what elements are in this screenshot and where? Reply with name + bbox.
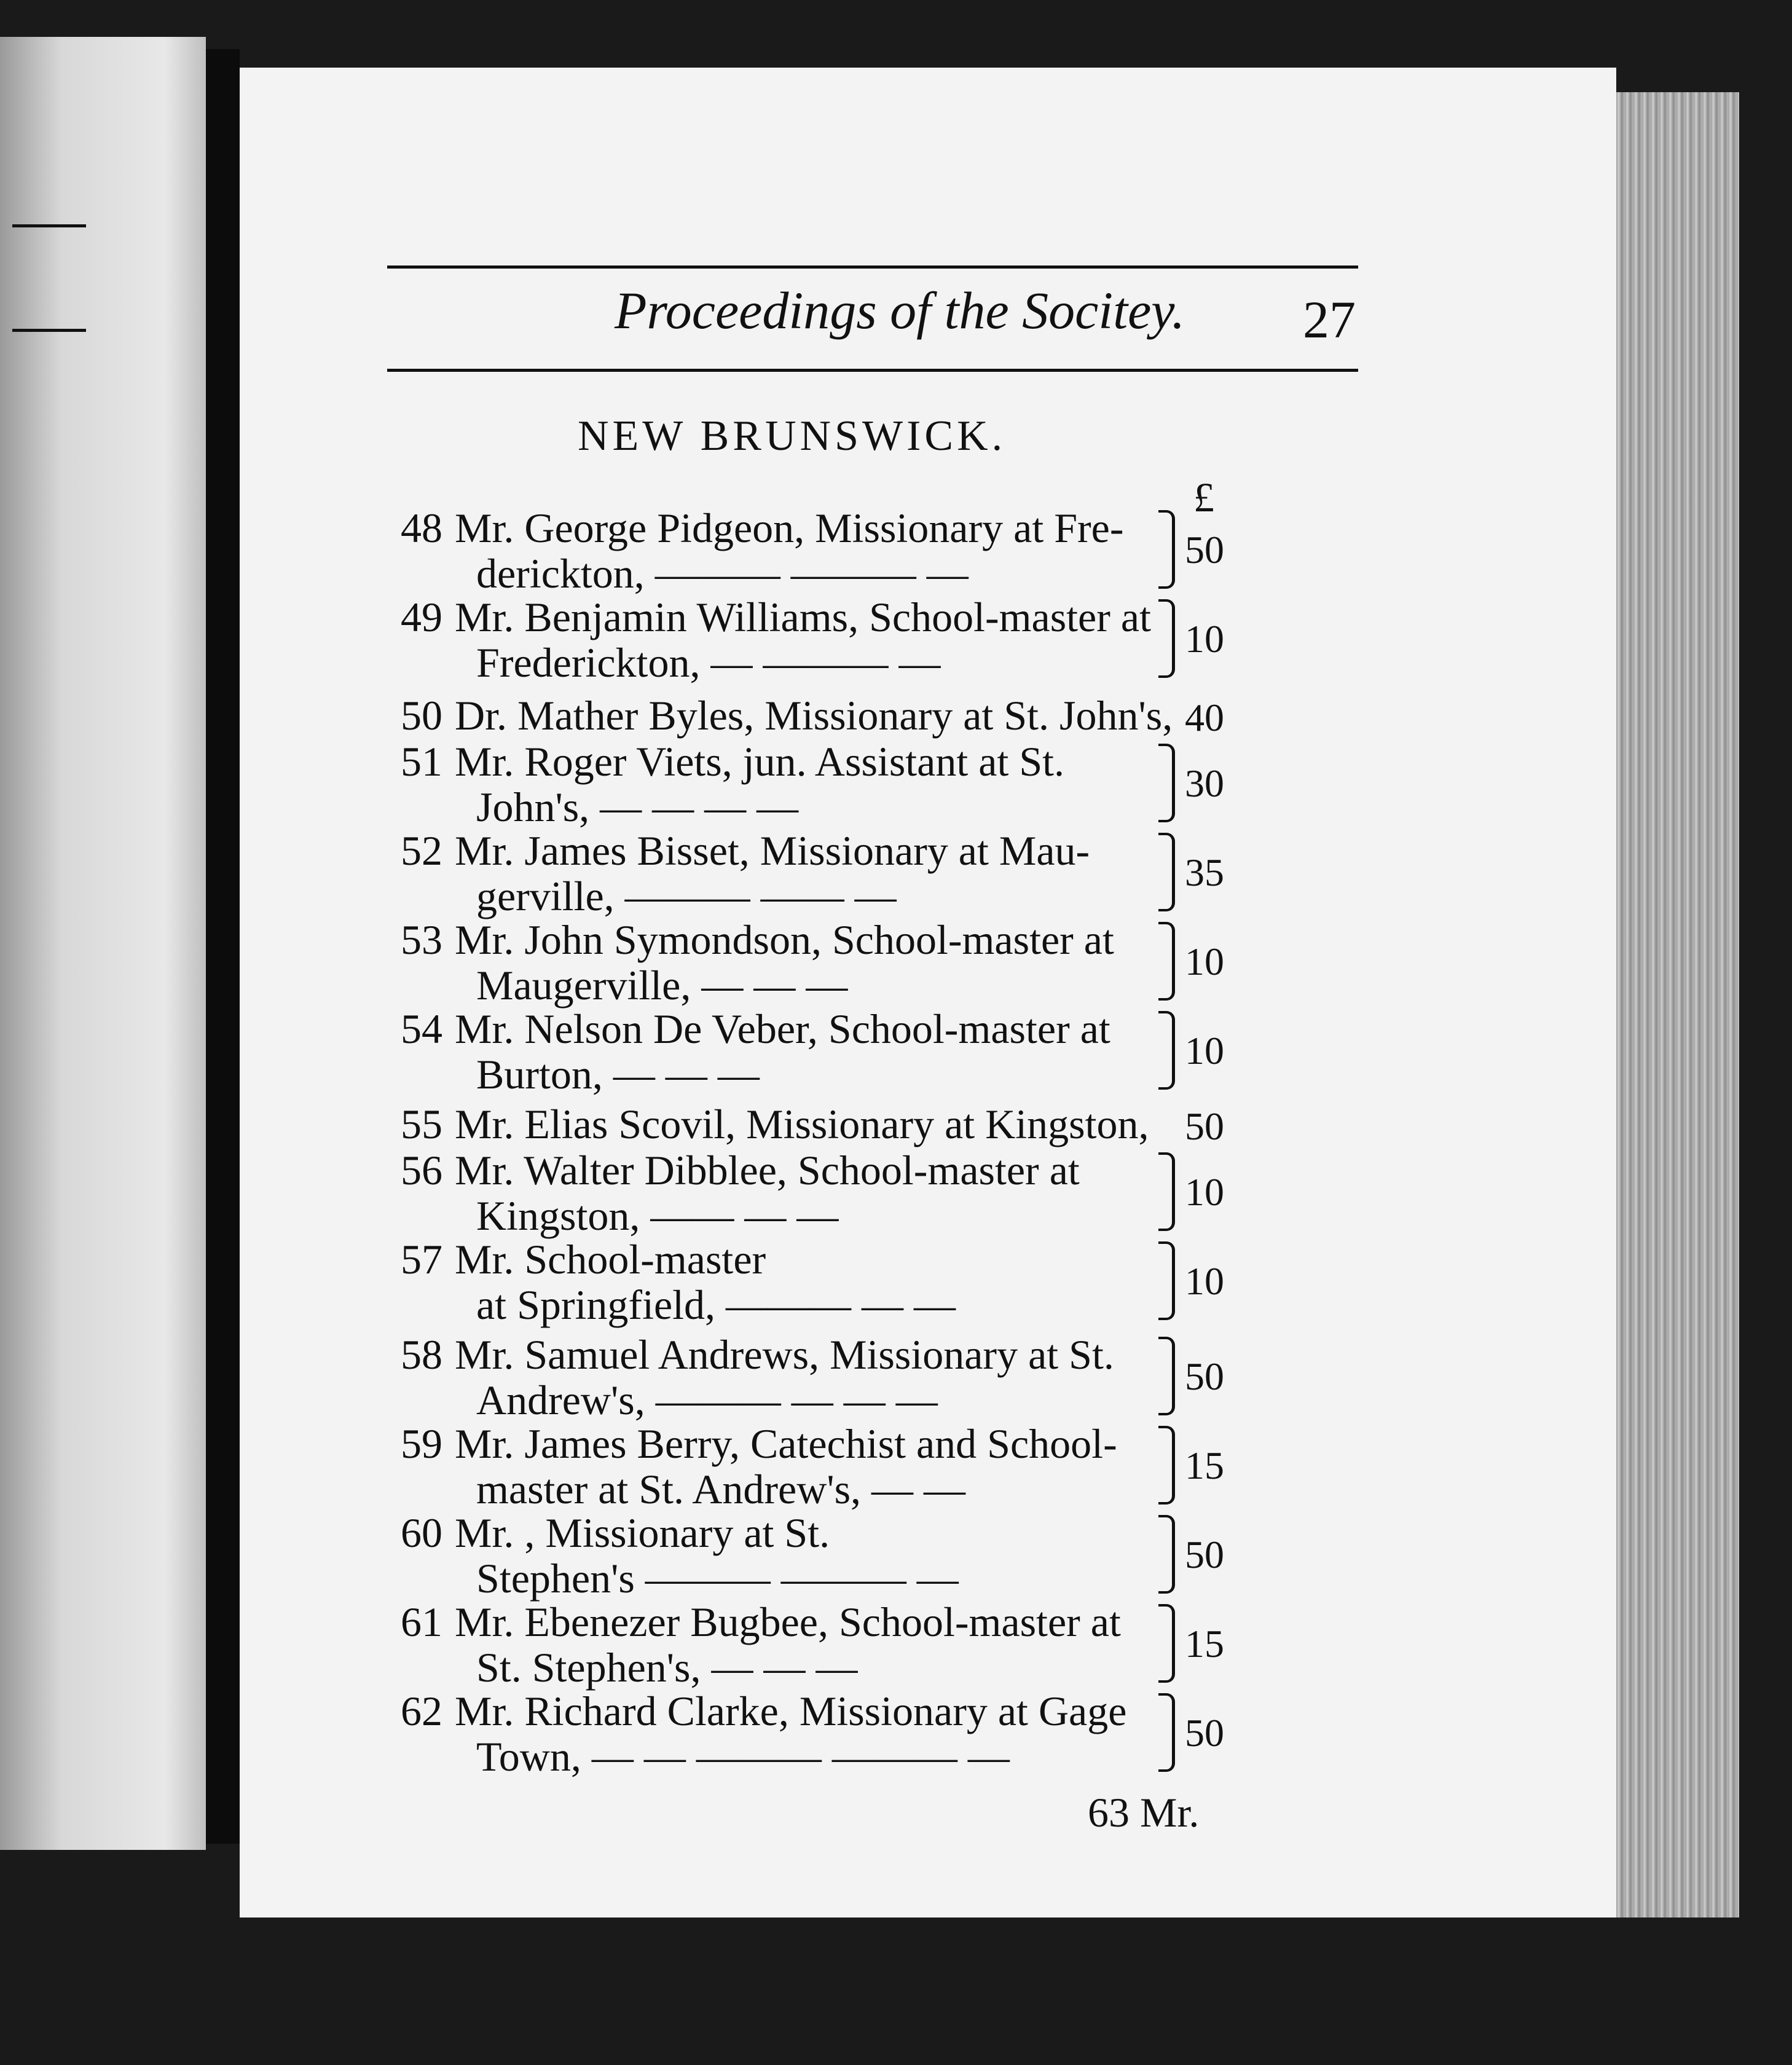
entry-row bbox=[0, 1598, 1792, 1690]
header-top-rule bbox=[387, 266, 1358, 269]
entry-number: 57 bbox=[401, 1236, 442, 1283]
entry-amount: 50 bbox=[1185, 1104, 1224, 1148]
entry-brace bbox=[1158, 833, 1175, 911]
entry-number: 53 bbox=[401, 916, 442, 963]
catchword: 63 Mr. bbox=[1088, 1789, 1200, 1836]
entry-amount: 10 bbox=[1185, 1259, 1224, 1303]
entry-number: 51 bbox=[401, 738, 442, 785]
entry-row bbox=[0, 1235, 1792, 1328]
entry-number: 49 bbox=[401, 594, 442, 640]
entry-text-line1: Mr. Ebenezer Bugbee, School-master at bbox=[455, 1599, 1121, 1645]
entry-text-line1: Mr. Richard Clarke, Missionary at Gage bbox=[455, 1688, 1127, 1734]
entry-text-line1: Mr. James Berry, Catechist and School- bbox=[455, 1420, 1117, 1467]
entry-amount: 50 bbox=[1185, 1533, 1224, 1576]
entry-brace bbox=[1158, 599, 1175, 678]
entry-amount: 50 bbox=[1185, 1355, 1224, 1398]
entry-text-line1: Mr. George Pidgeon, Missionary at Fre- bbox=[455, 505, 1124, 551]
entry-amount: 50 bbox=[1185, 1711, 1224, 1755]
entry-text-line2: master at St. Andrew's, — — bbox=[476, 1466, 966, 1512]
entry-amount: 10 bbox=[1185, 617, 1224, 661]
entry-row bbox=[0, 1331, 1792, 1423]
entry-row bbox=[0, 738, 1792, 830]
entry-row bbox=[0, 827, 1792, 919]
entry-text-line1: Mr. Samuel Andrews, Missionary at St. bbox=[455, 1331, 1114, 1378]
entry-text-line1: Mr. Nelson De Veber, School-master at bbox=[455, 1005, 1110, 1052]
entry-number: 48 bbox=[401, 505, 442, 551]
entry-text-line2: Andrew's, ——— — — — bbox=[476, 1377, 938, 1423]
entry-row bbox=[0, 1146, 1792, 1238]
entry-number: 58 bbox=[401, 1331, 442, 1378]
header-bottom-rule bbox=[387, 369, 1358, 372]
entry-brace bbox=[1158, 1011, 1175, 1090]
entry-amount: 10 bbox=[1185, 1170, 1224, 1214]
entry-amount: 40 bbox=[1185, 696, 1224, 739]
entry-amount: 15 bbox=[1185, 1444, 1224, 1487]
currency-symbol: £ bbox=[1193, 474, 1214, 521]
entry-text-line2: Maugerville, — — — bbox=[476, 962, 848, 1009]
entry-number: 56 bbox=[401, 1147, 442, 1194]
entry-number: 61 bbox=[401, 1599, 442, 1645]
entry-text-line1: Mr. , Missionary at St. bbox=[455, 1509, 830, 1556]
entry-text-line1: Mr. James Bisset, Missionary at Mau- bbox=[455, 827, 1090, 874]
entry-text-line2: Town, — — ——— ——— — bbox=[476, 1733, 1010, 1780]
entry-row bbox=[0, 1005, 1792, 1097]
entry-number: 60 bbox=[401, 1509, 442, 1556]
entry-text-line1: Mr. Benjamin Williams, School-master at bbox=[455, 594, 1151, 640]
running-head: Proceedings of the Socitey. bbox=[615, 281, 1185, 340]
entry-brace bbox=[1158, 1693, 1175, 1772]
entry-brace bbox=[1158, 1515, 1175, 1594]
entry-brace bbox=[1158, 922, 1175, 1001]
page-number: 27 bbox=[1303, 290, 1356, 349]
entry-brace bbox=[1158, 1426, 1175, 1504]
facing-page-rule bbox=[12, 224, 86, 227]
entry-number: 59 bbox=[401, 1420, 442, 1467]
entry-text-line1: Mr. Walter Dibblee, School-master at bbox=[455, 1147, 1080, 1194]
entry-number: 55 bbox=[401, 1101, 442, 1147]
entry-amount: 30 bbox=[1185, 761, 1224, 805]
entry-row bbox=[0, 1687, 1792, 1779]
entry-text-line1: Mr. Roger Viets, jun. Assistant at St. bbox=[455, 738, 1065, 785]
entry-text-line2: Burton, — — — bbox=[476, 1051, 760, 1098]
entry-amount: 35 bbox=[1185, 851, 1224, 894]
entry-text-line1: Mr. School-master bbox=[455, 1236, 766, 1283]
entry-number: 62 bbox=[401, 1688, 442, 1734]
entry-text-line2: St. Stephen's, — — — bbox=[476, 1644, 858, 1691]
entry-text-line2: John's, — — — — bbox=[476, 784, 799, 830]
entry-row bbox=[0, 504, 1792, 596]
entry-brace bbox=[1158, 1152, 1175, 1231]
entry-brace bbox=[1158, 1241, 1175, 1320]
entry-row bbox=[0, 1420, 1792, 1512]
section-title: NEW BRUNSWICK. bbox=[578, 412, 1007, 460]
entry-text-line1: Dr. Mather Byles, Missionary at St. John's, bbox=[455, 692, 1173, 739]
entry-number: 50 bbox=[401, 692, 442, 739]
entry-text-line2: gerville, ——— —— — bbox=[476, 873, 897, 919]
entry-brace bbox=[1158, 1337, 1175, 1415]
entry-amount: 50 bbox=[1185, 528, 1224, 572]
facing-page-rule bbox=[12, 329, 86, 332]
entry-amount: 10 bbox=[1185, 1029, 1224, 1072]
entry-text-line2: Kingston, —— — — bbox=[476, 1192, 839, 1239]
entry-text-line1: Mr. Elias Scovil, Missionary at Kingston, bbox=[455, 1101, 1149, 1147]
entry-row bbox=[0, 1509, 1792, 1601]
entry-number: 52 bbox=[401, 827, 442, 874]
entry-row bbox=[0, 916, 1792, 1008]
entry-brace bbox=[1158, 1604, 1175, 1683]
entry-text-line2: Stephen's ——— ——— — bbox=[476, 1555, 959, 1602]
entry-text-line2: derickton, ——— ——— — bbox=[476, 550, 969, 597]
entry-amount: 15 bbox=[1185, 1622, 1224, 1666]
entry-brace bbox=[1158, 744, 1175, 822]
entry-row bbox=[0, 593, 1792, 685]
entry-amount: 10 bbox=[1185, 940, 1224, 983]
entry-text-line1: Mr. John Symondson, School-master at bbox=[455, 916, 1114, 963]
entry-number: 54 bbox=[401, 1005, 442, 1052]
entry-brace bbox=[1158, 510, 1175, 589]
entry-text-line2: at Springfield, ——— — — bbox=[476, 1281, 956, 1328]
entry-text-line2: Frederickton, — ——— — bbox=[476, 639, 941, 686]
